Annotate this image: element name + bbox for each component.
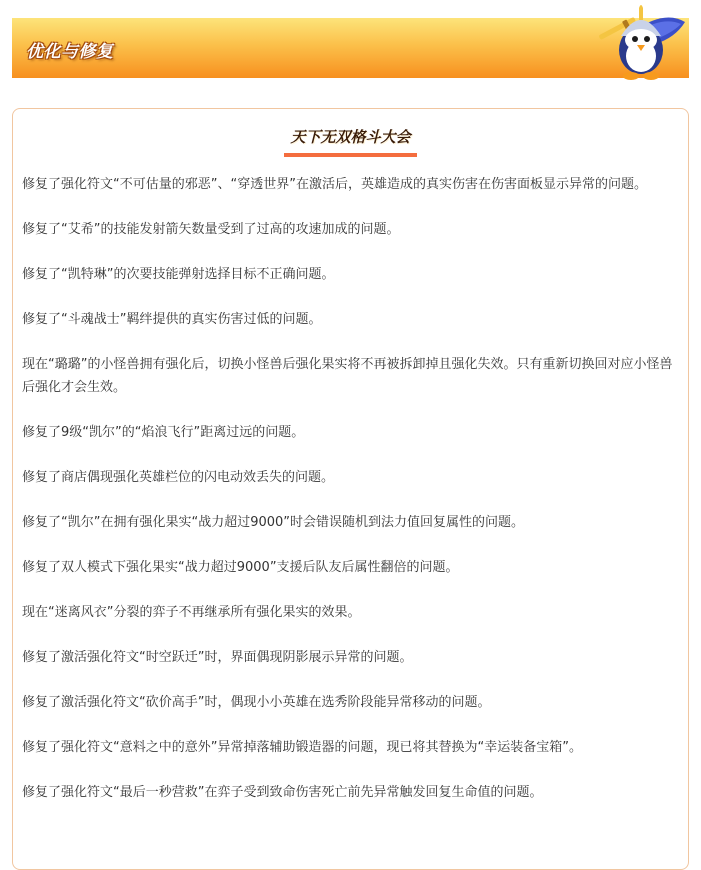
section-header-banner (12, 18, 689, 78)
list-item: 修复了“斗魂战士”羁绊提供的真实伤害过低的问题。 (22, 312, 322, 327)
list-item: 修复了激活强化符文“时空跃迁”时，界面偶现阴影展示异常的问题。 (22, 650, 413, 665)
header-title: 优化与修复 (26, 42, 114, 62)
list-item: 修复了强化符文“意料之中的意外”异常掉落辅助锻造器的问题，现已将其替换为“幸运装备宝箱”。 (22, 740, 582, 755)
patch-notes-list (22, 173, 676, 826)
section-title (13, 126, 688, 157)
list-item: 修复了“凯特琳”的次要技能弹射选择目标不正确问题。 (22, 267, 335, 282)
list-item: 修复了激活强化符文“砍价高手”时，偶现小小英雄在选秀阶段能异常移动的问题。 (22, 695, 491, 710)
list-item: 现在“璐璐”的小怪兽拥有强化后，切换小怪兽后强化果实将不再被拆卸掉且强化失效。只有重新切换回对应小怪兽后强化才会生效。 (22, 357, 673, 395)
penguin-knight-mascot-icon (595, 0, 687, 84)
list-item: 修复了9级“凯尔”的“焰浪飞行”距离过远的问题。 (22, 425, 305, 440)
patch-notes-card (12, 108, 689, 870)
list-item: 修复了强化符文“不可估量的邪恶”、“穿透世界”在激活后，英雄造成的真实伤害在伤害面板显示异常的问题。 (22, 177, 647, 192)
list-item: 现在“迷离风衣”分裂的弈子不再继承所有强化果实的效果。 (22, 605, 361, 620)
list-item: 修复了强化符文“最后一秒营救”在弈子受到致命伤害死亡前先异常触发回复生命值的问题。 (22, 785, 543, 800)
list-item: 修复了商店偶现强化英雄栏位的闪电动效丢失的问题。 (22, 470, 335, 485)
list-item: 修复了“凯尔”在拥有强化果实“战力超过9000”时会错误随机到法力值回复属性的问题。 (22, 515, 525, 530)
list-item: 修复了双人模式下强化果实“战力超过9000”支援后队友后属性翻倍的问题。 (22, 560, 459, 575)
list-item: 修复了“艾希”的技能发射箭矢数量受到了过高的攻速加成的问题。 (22, 222, 400, 237)
section-title-text: 天下无双格斗大会 (284, 126, 416, 157)
